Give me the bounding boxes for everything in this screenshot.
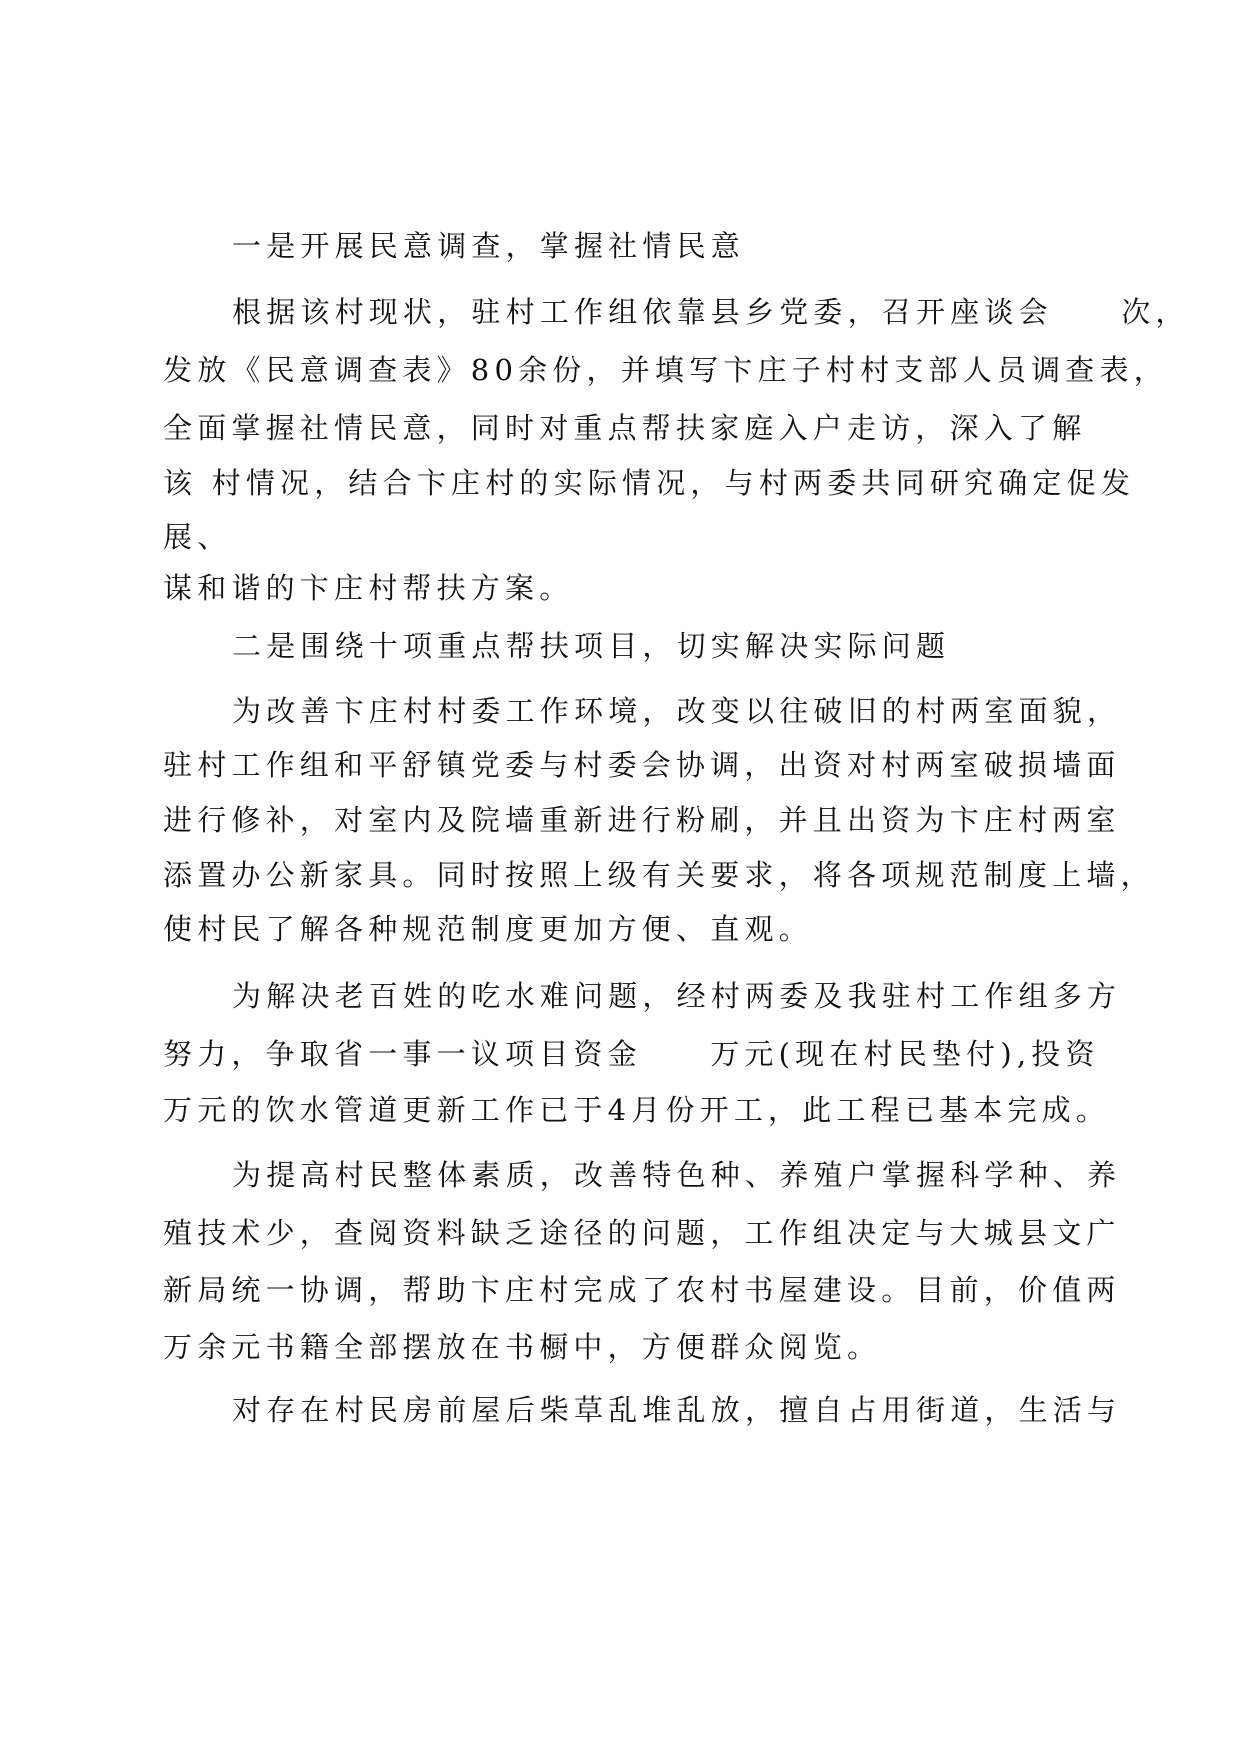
paragraph-line: 全面掌握社情民意，同时对重点帮扶家庭入户走访，深入了解 (163, 411, 1087, 445)
paragraph-line: 驻村工作组和平舒镇党委与村委会协调，出资对村两室破损墙面 (163, 748, 1121, 782)
paragraph-line: 万余元书籍全部摆放在书橱中，方便群众阅览。 (163, 1330, 882, 1364)
paragraph-line: 进行修补，对室内及院墙重新进行粉刷，并且出资为卞庄村两室 (163, 803, 1121, 837)
paragraph-line: 为解决老百姓的吃水难问题，经村两委及我驻村工作组多方 (232, 979, 1122, 1013)
paragraph-line: 添置办公新家具。同时按照上级有关要求，将各项规范制度上墙， (163, 858, 1155, 892)
paragraph-line: 展、 (163, 520, 232, 554)
paragraph-line: 新局统一协调，帮助卞庄村完成了农村书屋建设。目前，价值两 (163, 1273, 1121, 1307)
paragraph-line: 努力，争取省一事一议项目资金 万元(现在村民垫付),投资 (163, 1037, 1100, 1071)
paragraph-line: 该 村情况，结合卞庄村的实际情况，与村两委共同研究确定促发 (163, 466, 1136, 500)
paragraph-line: 使村民了解各种规范制度更加方便、直观。 (163, 912, 813, 946)
paragraph-line: 根据该村现状，驻村工作组依靠县乡党委，召开座谈会 次， (232, 295, 1190, 329)
paragraph-line: 为提高村民整体素质，改善特色种、养殖户掌握科学种、养 (232, 1158, 1122, 1192)
paragraph-line: 谋和谐的卞庄村帮扶方案。 (163, 571, 574, 605)
paragraph-line: 万元的饮水管道更新工作已于4月份开工，此工程已基本完成。 (163, 1093, 1111, 1127)
paragraph-line: 殖技术少，查阅资料缺乏途径的问题，工作组决定与大城县文广 (163, 1216, 1121, 1250)
paragraph-line: 对存在村民房前屋后柴草乱堆乱放，擅自占用街道，生活与 (232, 1393, 1122, 1427)
paragraph-line: 发放《民意调查表》80余份，并填写卞庄子村村支部人员调查表， (163, 353, 1168, 387)
heading-1: 一是开展民意调查，掌握社情民意 (232, 229, 746, 263)
heading-2: 二是围绕十项重点帮扶项目，切实解决实际问题 (232, 629, 951, 663)
paragraph-line: 为改善卞庄村村委工作环境，改变以往破旧的村两室面貌， (232, 694, 1122, 728)
